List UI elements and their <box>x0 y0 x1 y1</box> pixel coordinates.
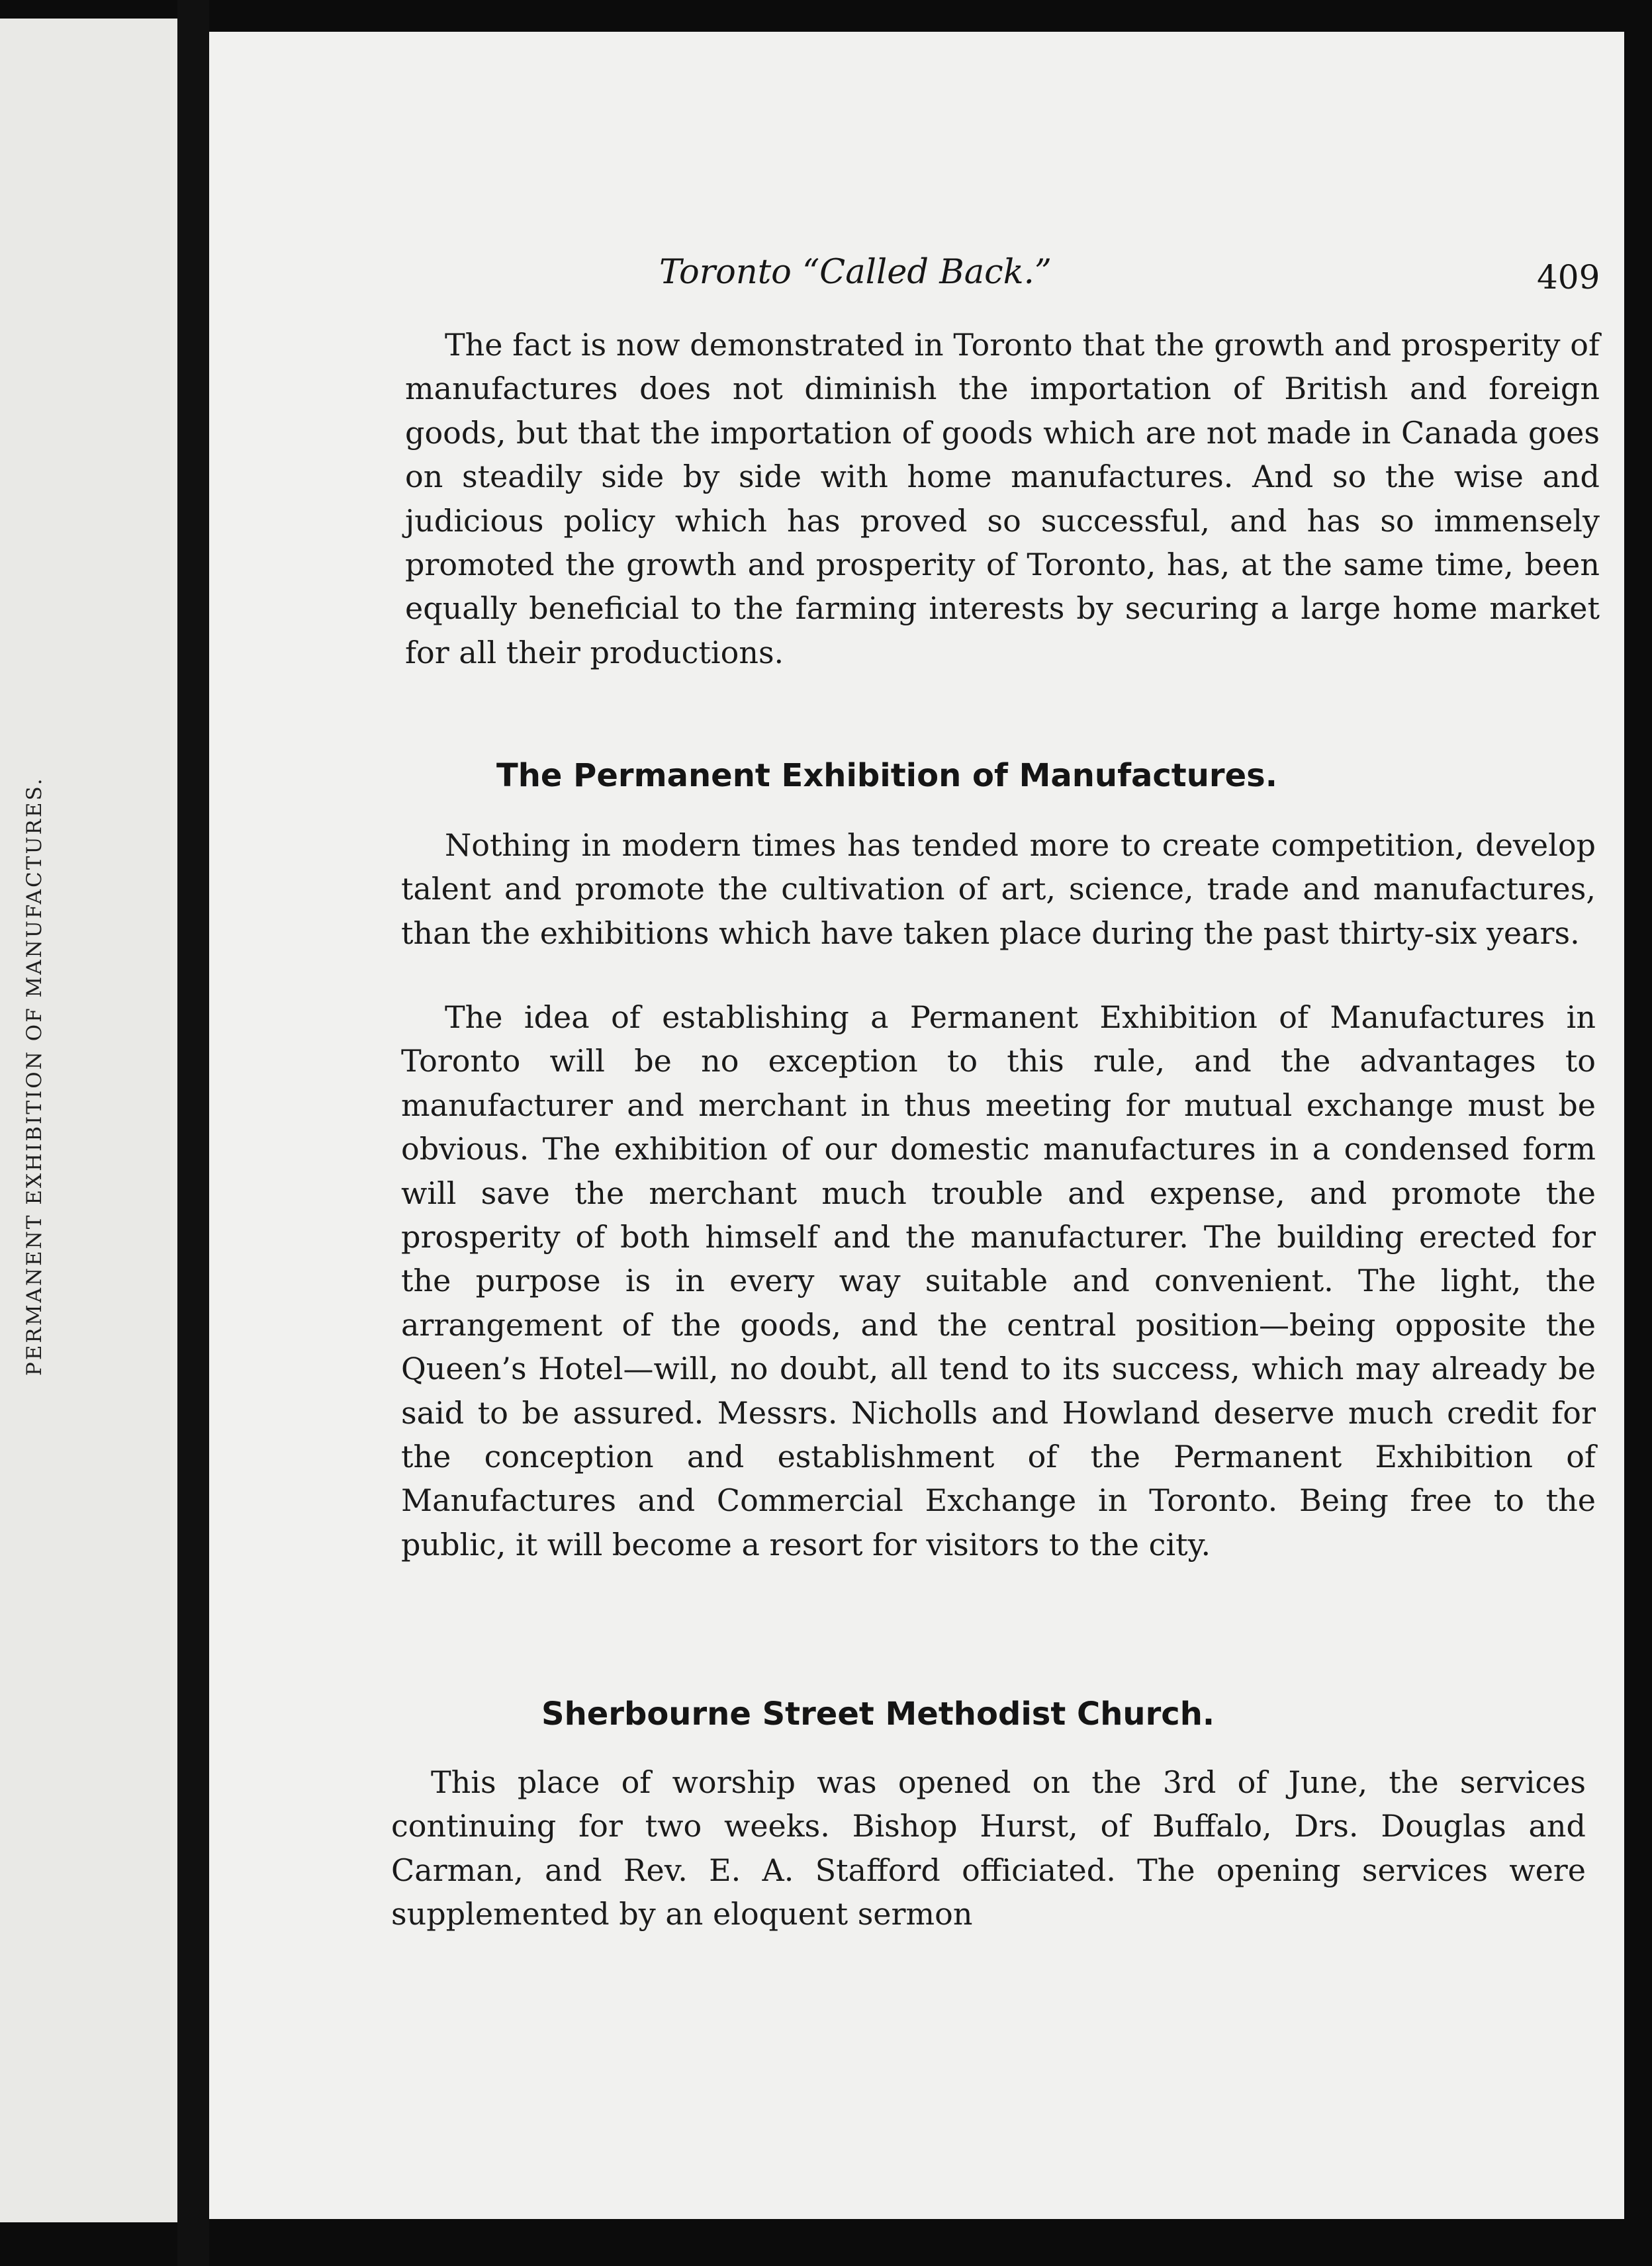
section-heading-sherbourne-church: Sherbourne Street Methodist Church. <box>541 1696 1215 1733</box>
paragraph-toronto-manufactures: The fact is now demonstrated in Toronto that the growth and prosperity of manufactures does not diminish the importation of British and foreign goods, but that the importation of goods which are not made in Canada goes on steadily side by side with home manufactures. And so the wise and judicious policy which has proved so successful, and has so immensely promoted the growth and prosperity of Toronto, has, at the same time, been equally beneficial to the farming interests by securing a large home market for all their productions. <box>405 327 1600 670</box>
paragraph-permanent-exhibition-idea: The idea of establishing a Permanent Exhibition of Manufactures in Toronto will be no exception to this rule, and the advantages to manufacturer and merchant in thus meeting for mutual exchange must be obvious. The exhibition of our domestic manufactures in a condensed form will save the merchant much trouble and expense, and promote the prosperity of both himself and the manufacturer. The building erected for the purpose is in every way suitable and convenient. The light, the arrangement of the goods, and the central position—being opposite the Queen’s Hotel—will, no doubt, all tend to its success, which may already be said to be assured. Messrs. Nicholls and Howland deserve much credit for the conception and establishment of the Permanent Exhibition of Manufactures and Commercial Exchange in Toronto. Being free to the public, it will become a resort for visitors to the city. <box>401 999 1596 1563</box>
paragraph-church-opening: This place of worship was opened on the 3rd of June, the services continuing for two weeks. Bishop Hurst, of Buffalo, Drs. Douglas and Carman, and Rev. E. A. Stafford officiated. The opening services were supplemented by an eloquent sermon <box>391 1764 1586 1932</box>
book-gutter <box>177 0 209 2266</box>
running-title: Toronto “Called Back.” <box>659 253 1052 292</box>
section-heading-permanent-exhibition: The Permanent Exhibition of Manufactures. <box>496 757 1277 794</box>
facing-page-running-head: PERMANENT EXHIBITION OF MANUFACTURES. <box>23 776 46 1376</box>
book-page <box>209 32 1624 2219</box>
paragraph-exhibitions-history: Nothing in modern times has tended more to create competition, develop talent and promote the cultivation of art, science, trade and manufactures, than the exhibitions which have taken place during the past thirty-six years. <box>401 827 1596 951</box>
page-header <box>659 242 1619 308</box>
page-number: 409 <box>1537 258 1600 296</box>
facing-page-edge <box>0 19 177 2222</box>
